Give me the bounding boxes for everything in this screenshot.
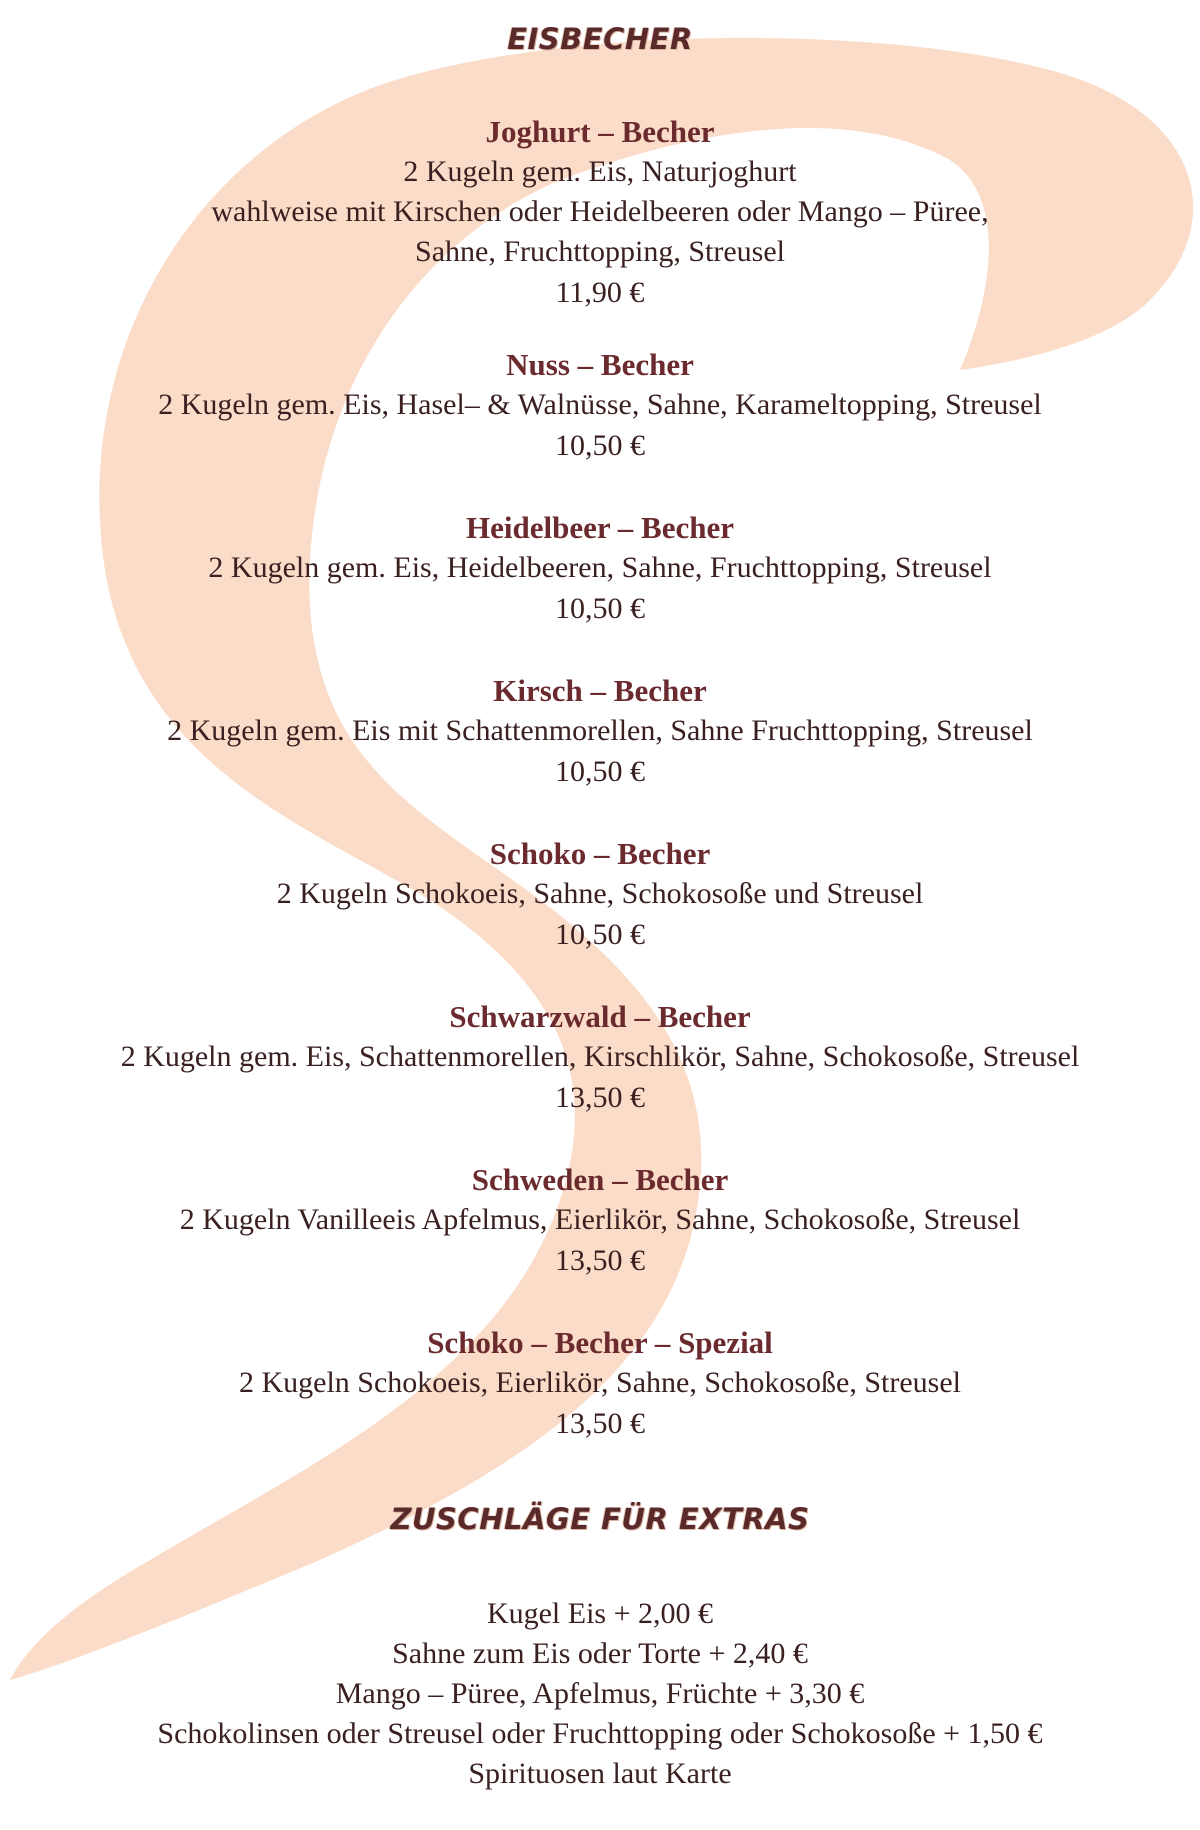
menu-item-name: Nuss – Becher — [506, 347, 694, 382]
menu-item-name: Heidelbeer – Becher — [465, 510, 734, 545]
menu-item — [0, 671, 1200, 834]
menu-item-name: Kirsch – Becher — [493, 673, 707, 708]
extras-line: Kugel Eis + 2,00 € — [486, 1597, 714, 1630]
menu-item-description: Sahne, Fruchttopping, Streusel — [415, 235, 785, 268]
extras-line: Schokolinsen oder Streusel oder Fruchttopping oder Schokosoße + 1,50 € — [157, 1717, 1043, 1750]
menu-item-price: 13,50 € — [555, 1081, 645, 1114]
menu-item-description: 2 Kugeln Schokoeis, Sahne, Schokosoße und Streusel — [276, 877, 924, 910]
menu-item-price: 10,50 € — [555, 592, 645, 625]
menu-item — [0, 508, 1200, 671]
menu-item-description: wahlweise mit Kirschen oder Heidelbeeren oder Mango – Püree, — [211, 195, 989, 228]
menu-item-name: Schwarzwald – Becher — [449, 999, 751, 1034]
menu-item-price: 10,50 € — [555, 429, 645, 462]
extras-line: Mango – Püree, Apfelmus, Früchte + 3,30 € — [335, 1677, 865, 1710]
menu-item-price: 13,50 € — [555, 1244, 645, 1277]
menu-item-name: Schweden – Becher — [471, 1162, 729, 1197]
menu-item-description: 2 Kugeln gem. Eis, Hasel– & Walnüsse, Sahne, Karameltopping, Streusel — [158, 388, 1042, 421]
menu-item — [0, 997, 1200, 1160]
menu-item-description: 2 Kugeln gem. Eis, Naturjoghurt — [403, 155, 797, 188]
extras-line: Sahne zum Eis oder Torte + 2,40 € — [392, 1637, 808, 1670]
menu-item-price: 10,50 € — [555, 755, 645, 788]
extras-list — [0, 1594, 1200, 1794]
menu-item-description: 2 Kugeln gem. Eis, Schattenmorellen, Kirschlikör, Sahne, Schokosoße, Streusel — [120, 1040, 1080, 1073]
menu-item — [0, 345, 1200, 508]
menu-item-description: 2 Kugeln Schokoeis, Eierlikör, Sahne, Schokosoße, Streusel — [238, 1366, 962, 1399]
menu-item-description: 2 Kugeln Vanilleeis Apfelmus, Eierlikör, Sahne, Schokosoße, Streusel — [179, 1203, 1021, 1236]
menu-item — [0, 112, 1200, 345]
menu-item-price: 10,50 € — [555, 918, 645, 951]
menu-item-name: Schoko – Becher — [489, 836, 711, 871]
section-title-eisbecher: EISBECHER — [507, 22, 693, 56]
menu-item-price: 13,50 € — [555, 1407, 645, 1440]
menu-item-description: 2 Kugeln gem. Eis, Heidelbeeren, Sahne, Fruchttopping, Streusel — [208, 551, 992, 584]
menu-item-price: 11,90 € — [555, 276, 645, 309]
menu-item — [0, 1323, 1200, 1486]
menu-item — [0, 834, 1200, 997]
extras-line: Spirituosen laut Karte — [468, 1757, 732, 1790]
menu-item-name: Schoko – Becher – Spezial — [427, 1325, 773, 1360]
menu-item-description: 2 Kugeln gem. Eis mit Schattenmorellen, Sahne Fruchttopping, Streusel — [167, 714, 1033, 747]
menu-items-list — [0, 112, 1200, 1486]
section-title-extras: ZUSCHLÄGE FÜR EXTRAS — [390, 1502, 810, 1536]
menu-item-name: Joghurt – Becher — [485, 114, 715, 149]
menu-item — [0, 1160, 1200, 1323]
